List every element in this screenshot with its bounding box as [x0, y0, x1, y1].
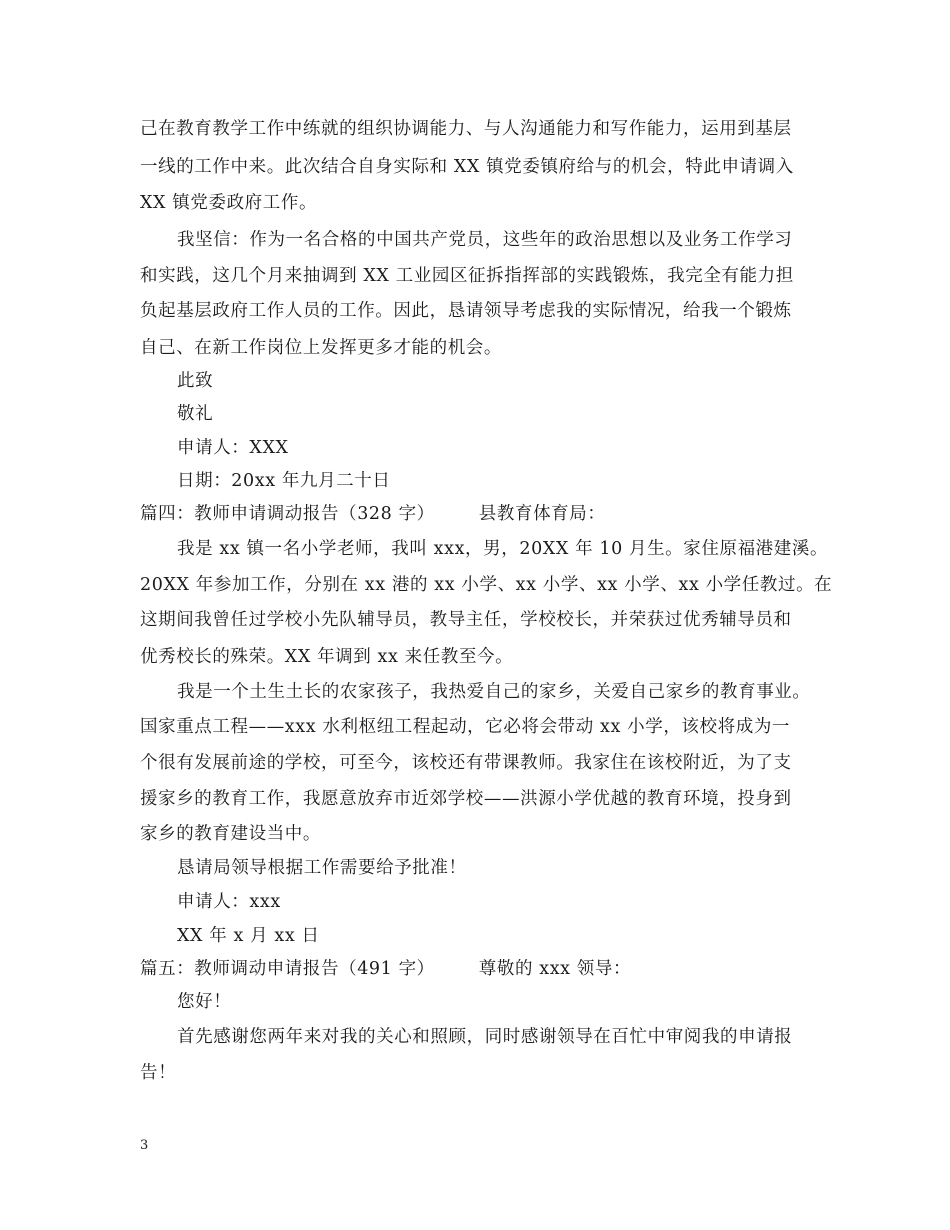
body-text-line: 和实践，这几个月来抽调到 XX 工业园区征拆指挥部的实践锻炼，我完全有能力担: [140, 266, 794, 286]
closing-regards: 敬礼: [177, 404, 214, 424]
body-text-line: 20XX 年参加工作，分别在 xx 港的 xx 小学、xx 小学、xx 小学、xx 小学任教过。在: [140, 575, 833, 595]
body-text-line: 己在教育教学工作中练就的组织协调能力、与人沟通能力和写作能力，运用到基层: [140, 119, 792, 139]
date-line: XX 年 x 月 xx 日: [177, 926, 320, 946]
section-recipient: 尊敬的 xxx 领导：: [478, 959, 632, 979]
body-text-line: 自己、在新工作岗位上发挥更多才能的机会。: [140, 338, 502, 358]
section-recipient: 县教育体育局：: [478, 504, 606, 524]
section-title: 篇五：教师调动申请报告（491 字）: [140, 959, 435, 979]
body-text-line: 国家重点工程——xxx 水利枢纽工程起动，它必将会带动 xx 小学，该校将成为一: [140, 717, 791, 737]
body-text-line: 援家乡的教育工作，我愿意放弃市近郊学校——洪源小学优越的教育环境，投身到: [140, 789, 792, 809]
body-text-line: 我坚信：作为一名合格的中国共产党员，这些年的政治思想以及业务工作学习: [177, 230, 793, 250]
body-text-line: 优秀校长的殊荣。XX 年调到 xx 来任教至今。: [140, 647, 514, 667]
body-text-line: 首先感谢您两年来对我的关心和照顾，同时感谢领导在百忙中审阅我的申请报: [177, 1027, 793, 1047]
body-text-line: 个很有发展前途的学校，可至今，该校还有带课教师。我家住在该校附近，为了支: [140, 753, 792, 773]
applicant-line: 申请人：xxx: [177, 892, 281, 912]
body-text-line: 家乡的教育建设当中。: [140, 824, 321, 844]
section-title: 篇四：教师申请调动报告（328 字）: [140, 504, 435, 524]
page-number: 3: [140, 1138, 149, 1153]
body-text-line: XX 镇党委政府工作。: [140, 193, 318, 213]
greeting-line: 您好！: [177, 992, 232, 1012]
body-text-line: 负起基层政府工作人员的工作。因此，恳请领导考虑我的实际情况，给我一个锻炼: [140, 301, 792, 321]
body-text-line: 一线的工作中来。此次结合自身实际和 XX 镇党委镇府给与的机会，特此申请调入: [140, 157, 794, 177]
date-line: 日期：20xx 年九月二十日: [177, 471, 391, 491]
body-text-line: 这期间我曾任过学校小先队辅导员，教导主任，学校校长，并荣获过优秀辅导员和: [140, 610, 792, 630]
applicant-line: 申请人：XXX: [177, 438, 289, 458]
body-text-line: 告！: [140, 1063, 177, 1083]
closing-salutation: 此致: [177, 371, 214, 391]
request-line: 恳请局领导根据工作需要给予批准！: [177, 858, 467, 878]
section-heading-4: [140, 502, 820, 526]
section-heading-5: [140, 957, 820, 981]
body-text-line: 我是一个土生土长的农家孩子，我热爱自己的家乡，关爱自己家乡的教育事业。: [177, 682, 811, 702]
body-text-line: 我是 xx 镇一名小学老师，我叫 xxx，男，20XX 年 10 月生。家住原福港建溪。: [177, 539, 829, 559]
